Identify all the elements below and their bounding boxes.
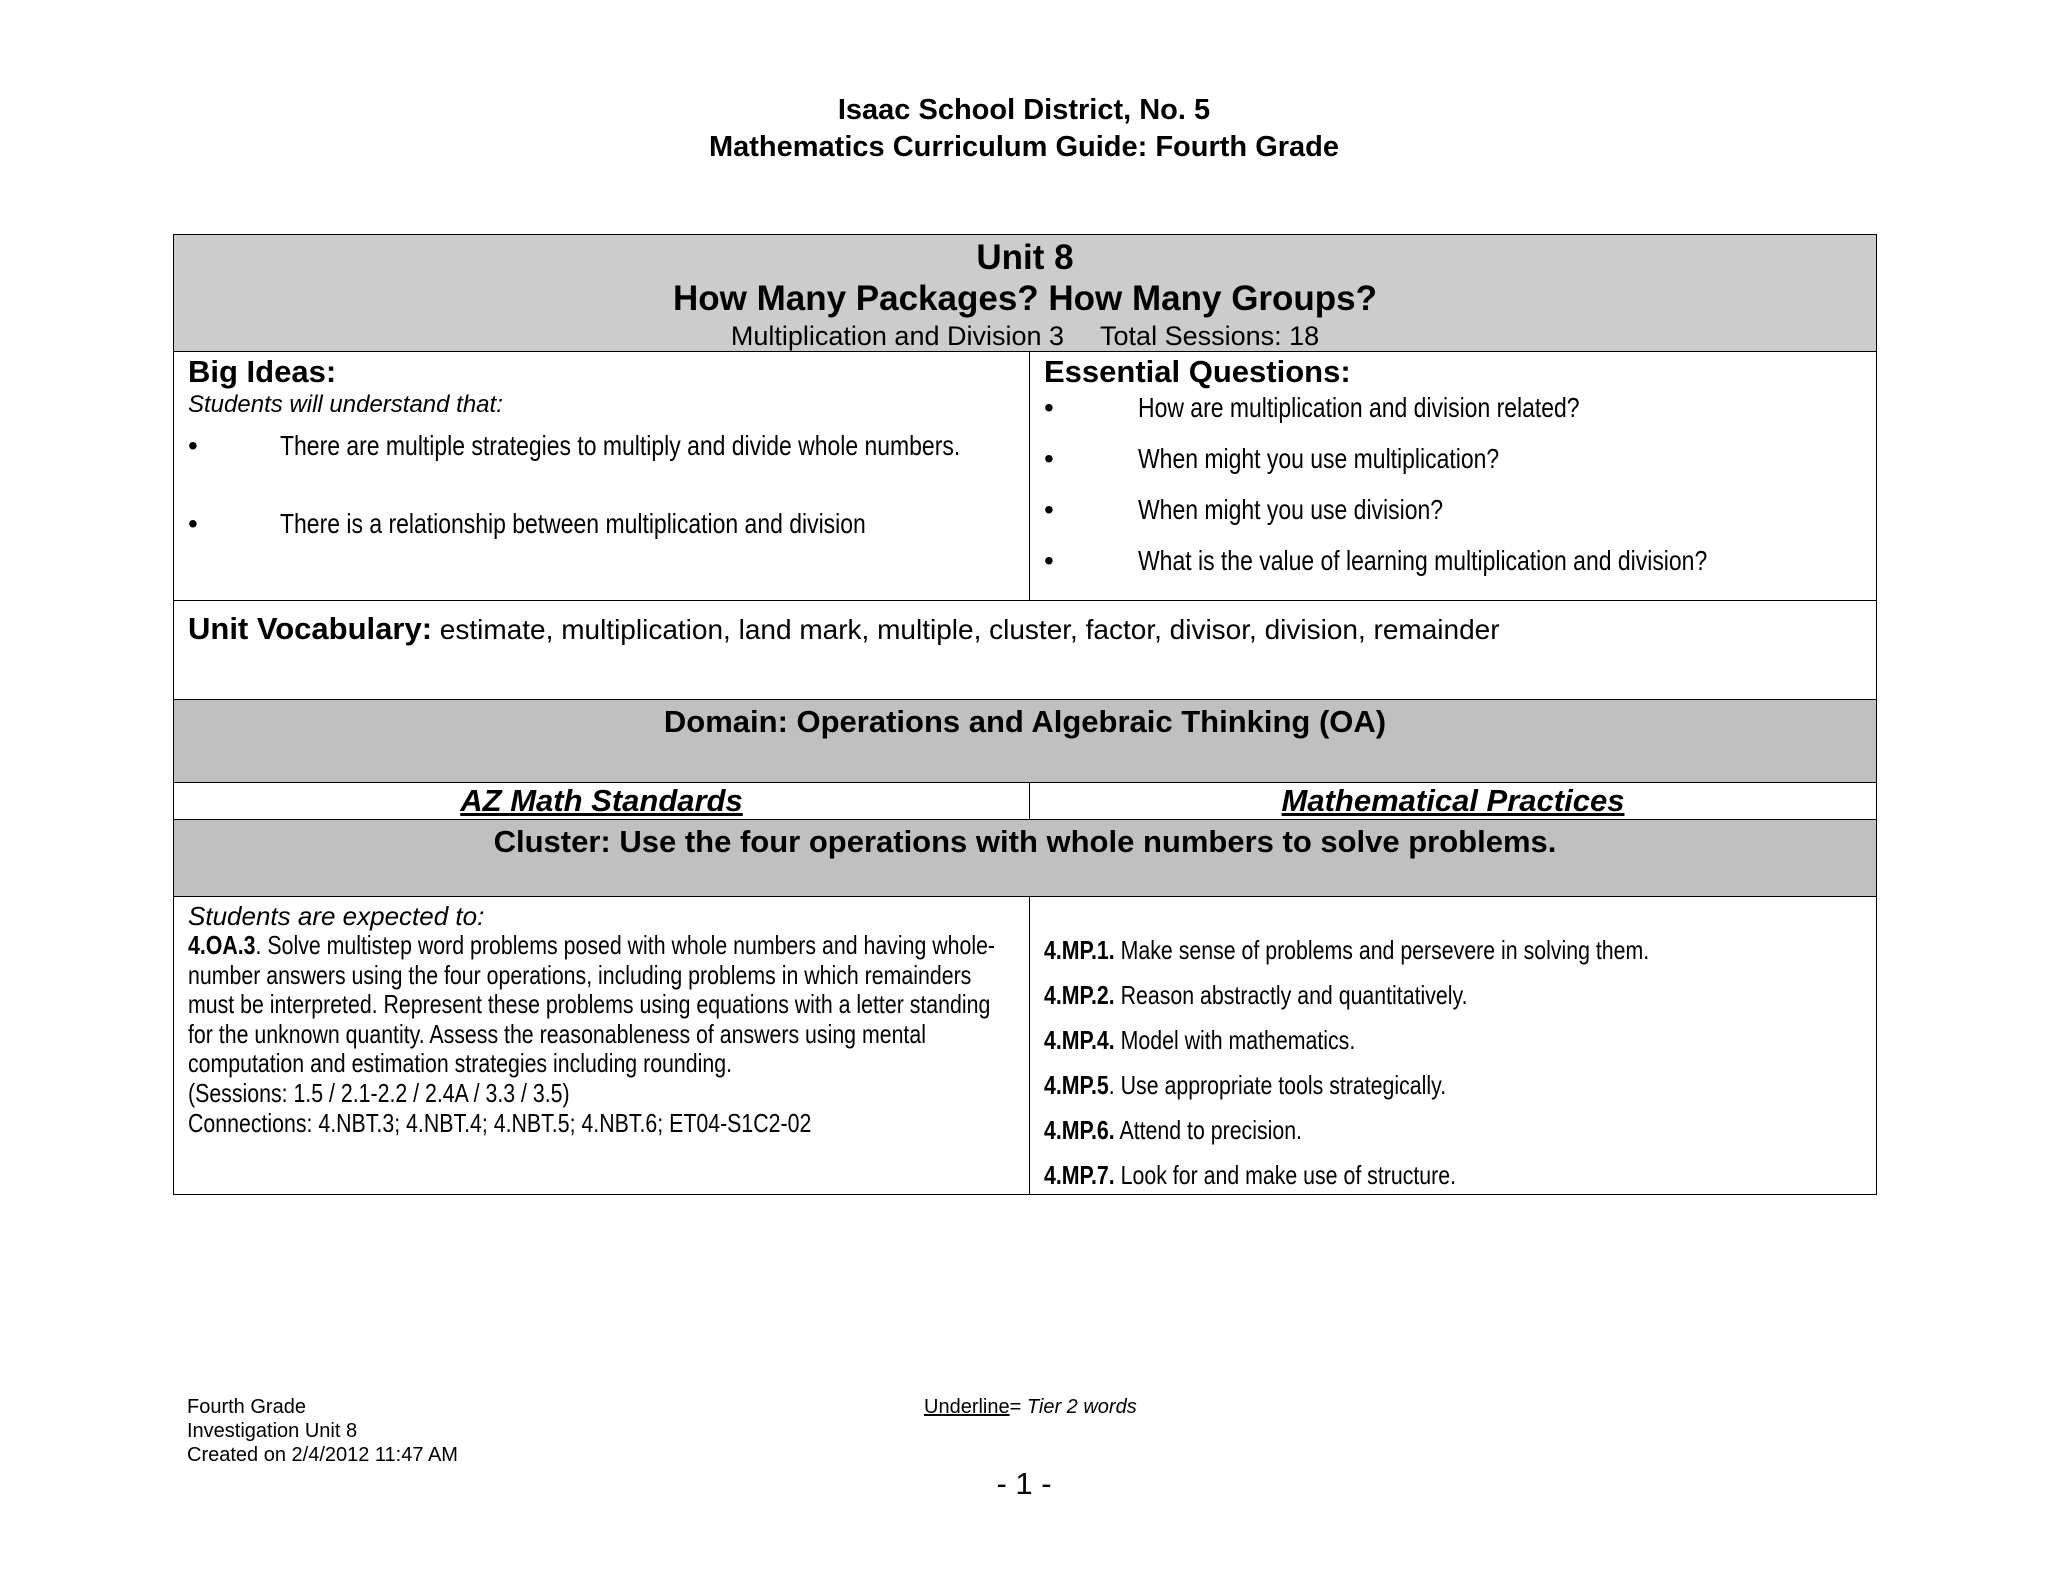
footer-info <box>187 1395 458 1467</box>
total-sessions: Total Sessions: 18 <box>1100 321 1320 351</box>
footer-grade: Fourth Grade <box>187 1396 306 1418</box>
unit-vocabulary-cell <box>174 601 1877 700</box>
practices-cell <box>1030 897 1877 1195</box>
big-ideas-intro: Students will understand that: <box>188 391 503 418</box>
vocabulary-label: Unit Vocabulary: <box>188 611 433 646</box>
practice-item: 4.MP.7. Look for and make use of structure. <box>1044 1160 1457 1190</box>
practice-item: 4.MP.4. Model with mathematics. <box>1044 1025 1356 1055</box>
standards-intro: Students are expected to: <box>188 901 485 931</box>
practice-item: 4.MP.6. Attend to precision. <box>1044 1115 1302 1145</box>
standards-cell <box>174 897 1030 1195</box>
footer-unit: Investigation Unit 8 <box>187 1420 358 1442</box>
sessions-list: (Sessions: 1.5 / 2.1-2.2 / 2.4A / 3.3 / 3.5) <box>188 1077 570 1108</box>
list-item: • When might you use division? <box>1044 494 1862 526</box>
cluster-cell: Cluster: Use the four operations with whole numbers to solve problems. <box>174 820 1877 897</box>
standard-code: 4.OA.3 <box>188 930 256 960</box>
az-math-standards-heading: AZ Math Standards <box>174 783 1030 820</box>
practice-item: 4.MP.1. Make sense of problems and persevere in solving them. <box>1044 935 1650 965</box>
big-ideas-cell <box>174 352 1030 601</box>
big-ideas-list <box>188 430 1015 540</box>
legend-text: Tier 2 words <box>1026 1396 1137 1418</box>
connections: Connections: 4.NBT.3; 4.NBT.4; 4.NBT.5; 4.NBT.6; ET04-S1C2-02 <box>188 1107 812 1138</box>
domain-cell: Domain: Operations and Algebraic Thinking (OA) <box>174 700 1877 783</box>
list-item: • When might you use multiplication? <box>1044 443 1862 475</box>
unit-topic: Multiplication and Division 3 <box>730 321 1065 351</box>
standard-text: 4.OA.3. Solve multistep word problems posed with whole numbers and having whole- number answers using the four operations, including problems in which remainders must be interpreted. Represent these problems using equations with a letter standing for the unknown quantity. Assess the reasonableness of answers using mental computation and estimation strategies including rounding. (Sessions: 1.5 / 2.1-2.2 / 2.4A / 3.3 / 3.5) Connections: 4.NBT.3; 4.NBT.4; 4.NBT.5; 4.NBT.6; ET04-S1C2-02 <box>188 930 996 1138</box>
page-number: - 1 - <box>996 1466 1052 1501</box>
vocabulary-words: estimate, multiplication, land mark, multiple, cluster, factor, divisor, division, remainder <box>432 614 1500 645</box>
list-item: • There are multiple strategies to multiply and divide whole numbers. <box>188 430 1015 462</box>
legend-word: Underline <box>924 1396 1010 1418</box>
unit-number: Unit 8 <box>976 238 1074 277</box>
unit-header-cell <box>174 235 1877 352</box>
list-item: • How are multiplication and division related? <box>1044 392 1862 424</box>
essential-questions-list <box>1044 392 1862 577</box>
underline-legend: Underline= Tier 2 words <box>924 1396 1137 1418</box>
practice-item: 4.MP.2. Reason abstractly and quantitatively. <box>1044 980 1468 1010</box>
big-ideas-label: Big Ideas: <box>188 354 337 389</box>
curriculum-table <box>173 234 1877 1195</box>
practices-list <box>1044 935 1862 1190</box>
essential-questions-label: Essential Questions: <box>1044 354 1351 389</box>
guide-title: Mathematics Curriculum Guide: Fourth Grade <box>708 131 1340 163</box>
unit-subtitle <box>174 321 1876 351</box>
list-item: • What is the value of learning multiplication and division? <box>1044 545 1862 577</box>
document-header <box>0 92 2048 166</box>
district-name: Isaac School District, No. 5 <box>837 94 1211 126</box>
footer-created: Created on 2/4/2012 11:47 AM <box>187 1444 458 1466</box>
mathematical-practices-heading: Mathematical Practices <box>1030 783 1877 820</box>
list-item: • There is a relationship between multiplication and division <box>188 508 1015 540</box>
practice-item: 4.MP.5. Use appropriate tools strategically. <box>1044 1070 1447 1100</box>
essential-questions-cell <box>1030 352 1877 601</box>
unit-title: How Many Packages? How Many Groups? <box>672 279 1378 318</box>
